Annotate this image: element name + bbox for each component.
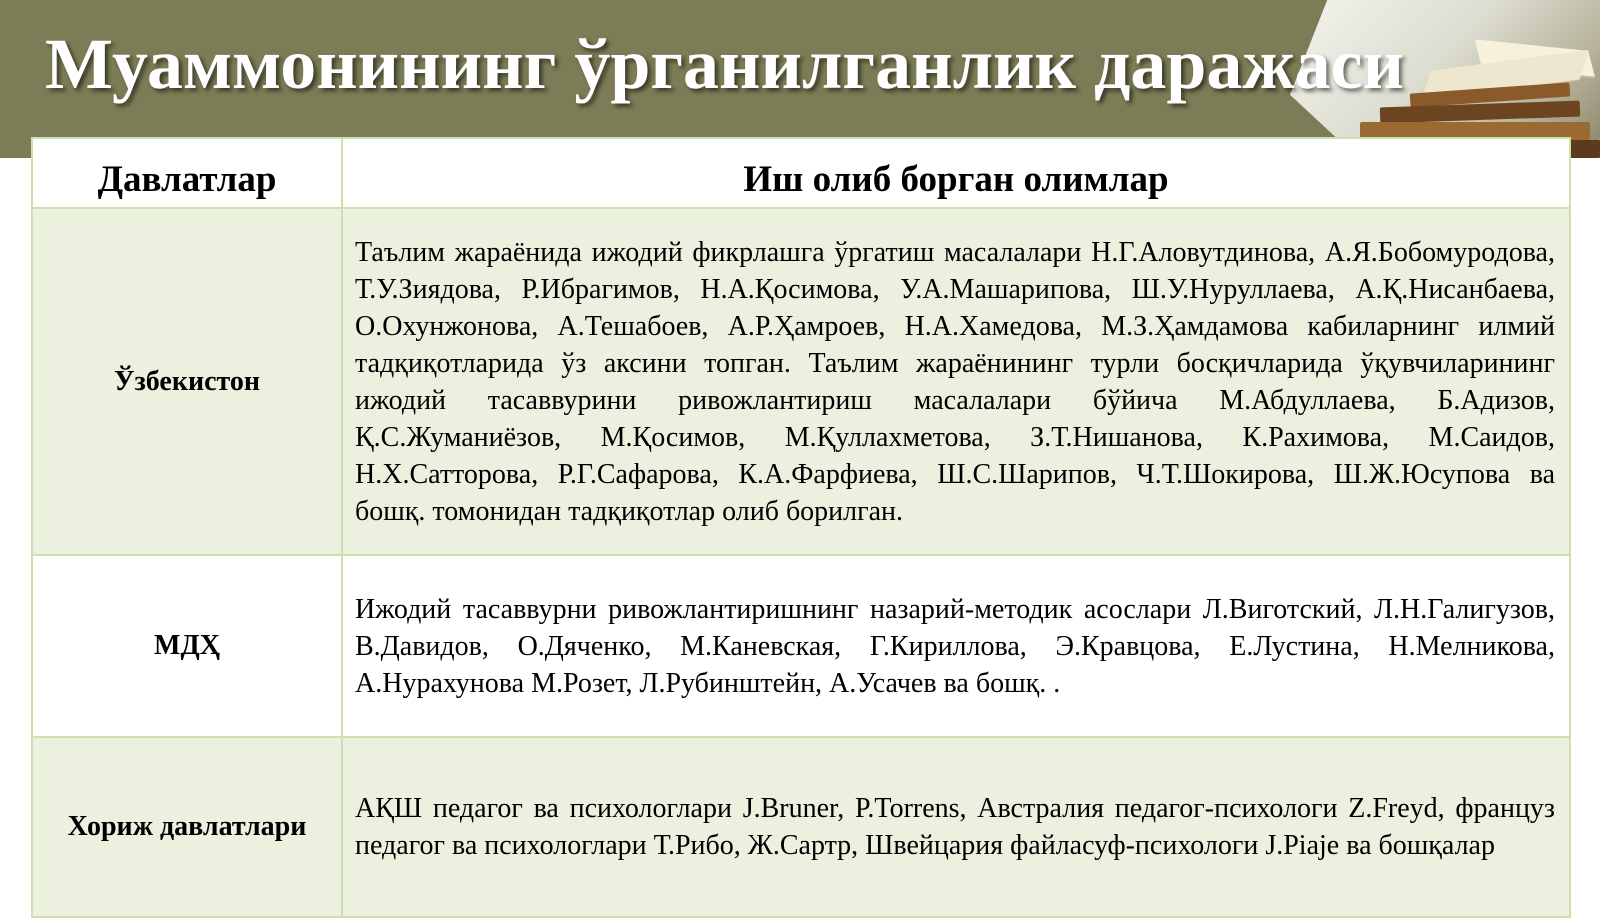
slide-title: Муаммонининг ўрганилганлик даражаси bbox=[45, 24, 1405, 104]
scholars-cell: Ижодий тасаввурни ривожлантиришнинг назарий-методик асослари Л.Виготский, Л.Н.Галигузов, В.Давидов, О.Дяченко, М.Каневская, Г.Кириллова, Э.Кравцова, Е.Лустина, Н.Мелникова, А.Нурахунова М.Розет, Л.Рубинштейн, А.Усачев ва бошқ. . bbox=[342, 555, 1570, 737]
scholars-table bbox=[31, 137, 1571, 918]
scholars-cell: Таълим жараёнида ижодий фикрлашга ўргатиш масалалари Н.Г.Аловутдинова, А.Я.Бобомуродова, Т.У.Зиядова, Р.Ибрагимов, Н.А.Қосимова, У.А.Машарипова, Ш.У.Нуруллаева, А.Қ.Нисанбаева, О.Охунжонова, А.Тешабоев, А.Р.Ҳамроев, Н.А.Хамедова, М.З.Ҳамдамова кабиларнинг илмий тадқиқотларида ўз аксини топган. Таълим жараёнининг турли босқичларида ўқувчиларининг ижодий тасаввурини ривожлантириш масалалари бўйича М.Абдуллаева, Б.Адизов, Қ.С.Жуманиёзов, М.Қосимов, М.Қуллахметова, З.Т.Нишанова, К.Рахимова, М.Саидов, Н.Х.Сатторова, Р.Г.Сафарова, К.А.Фарфиева, Ш.С.Шарипов, Ч.Т.Шокирова, Ш.Ж.Юсупова ва бошқ. томонидан тадқиқотлар олиб борилган. bbox=[342, 208, 1570, 555]
table-row bbox=[32, 555, 1570, 737]
country-cell: Хориж давлатлари bbox=[32, 737, 342, 917]
header-scholars: Иш олиб борган олимлар bbox=[342, 138, 1570, 208]
country-cell: МДҲ bbox=[32, 555, 342, 737]
country-cell: Ўзбекистон bbox=[32, 208, 342, 555]
scholars-table-container bbox=[31, 137, 1569, 918]
scholars-cell: АҚШ педагог ва психологлари J.Bruner, P.Torrens, Австралия педагог-психологи Z.Freyd, француз педагог ва психологлари Т.Рибо, Ж.Сартр, Швейцария файласуф-психологи J.Piaje ва бошқалар bbox=[342, 737, 1570, 917]
table-row bbox=[32, 737, 1570, 917]
header-countries: Давлатлар bbox=[32, 138, 342, 208]
table-header-row bbox=[32, 138, 1570, 208]
table-row bbox=[32, 208, 1570, 555]
